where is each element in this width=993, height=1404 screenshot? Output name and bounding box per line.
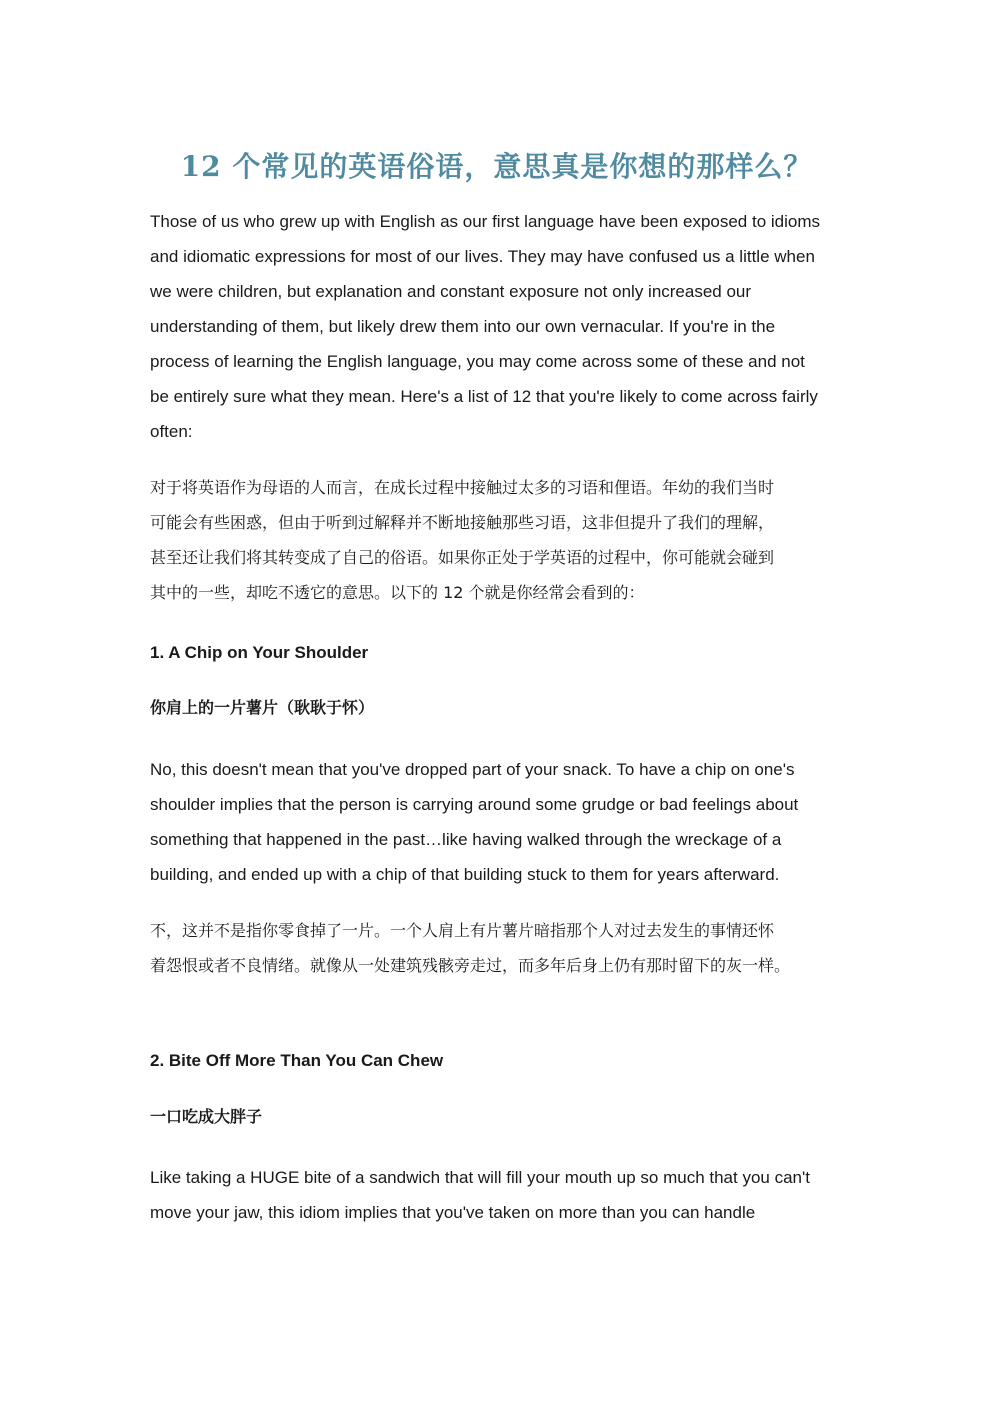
text-line: we were children, but explanation and constant exposure not only increased our [150, 282, 752, 301]
section-heading: 2. Bite Off More Than You Can Chew [150, 1051, 444, 1070]
text-line: 着怨恨或者不良情绪。就像从一处建筑残骸旁走过，而多年后身上仍有那时留下的灰一样。 [150, 956, 791, 975]
text-line: process of learning the English language, you may come across some of these and not [150, 352, 805, 371]
intro-chinese-paragraph [150, 470, 850, 610]
text-line: 对于将英语作为母语的人而言，在成长过程中接触过太多的习语和俚语。年幼的我们当时 [150, 478, 775, 497]
section-chinese-paragraph [150, 913, 850, 983]
text-line: move your jaw, this idiom implies that you've taken on more than you can handle [150, 1203, 756, 1222]
section-subheading: 你肩上的一片薯片（耿耿于怀） [150, 698, 375, 717]
page-title: 12 个常见的英语俗语，意思真是你想的那样么？ [180, 149, 813, 183]
text-line: 其中的一些，却吃不透它的意思。以下的 12 个就是你经常会看到的： [150, 583, 645, 602]
text-line: 甚至还让我们将其转变成了自己的俗语。如果你正处于学英语的过程中，你可能就会碰到 [150, 548, 775, 567]
text-line: be entirely sure what they mean. Here's a list of 12 that you're likely to come across fairly [150, 387, 818, 406]
section-subheading: 一口吃成大胖子 [150, 1107, 263, 1126]
text-line: Like taking a HUGE bite of a sandwich that will fill your mouth up so much that you can't [150, 1168, 810, 1187]
text-line: something that happened in the past…like having walked through the wreckage of a [150, 830, 782, 849]
section-english-paragraph [150, 752, 850, 892]
text-line: often: [150, 422, 193, 441]
text-line: understanding of them, but likely drew them into our own vernacular. If you're in the [150, 317, 776, 336]
intro-english-paragraph [150, 204, 850, 449]
section-english-paragraph [150, 1160, 850, 1230]
text-line: and idiomatic expressions for most of our lives. They may have confused us a little when [150, 247, 815, 266]
text-line: No, this doesn't mean that you've dropped part of your snack. To have a chip on one's [150, 760, 795, 779]
text-line: 可能会有些困惑，但由于听到过解释并不断地接触那些习语，这非但提升了我们的理解， [150, 513, 775, 532]
text-line: 不，这并不是指你零食掉了一片。一个人肩上有片薯片暗指那个人对过去发生的事情还怀 [150, 921, 775, 940]
section-heading: 1. A Chip on Your Shoulder [150, 643, 369, 662]
text-line: shoulder implies that the person is carrying around some grudge or bad feelings about [150, 795, 799, 814]
text-line: building, and ended up with a chip of that building stuck to them for years afterward. [150, 865, 780, 884]
text-line: Those of us who grew up with English as our first language have been exposed to idioms [150, 212, 821, 231]
